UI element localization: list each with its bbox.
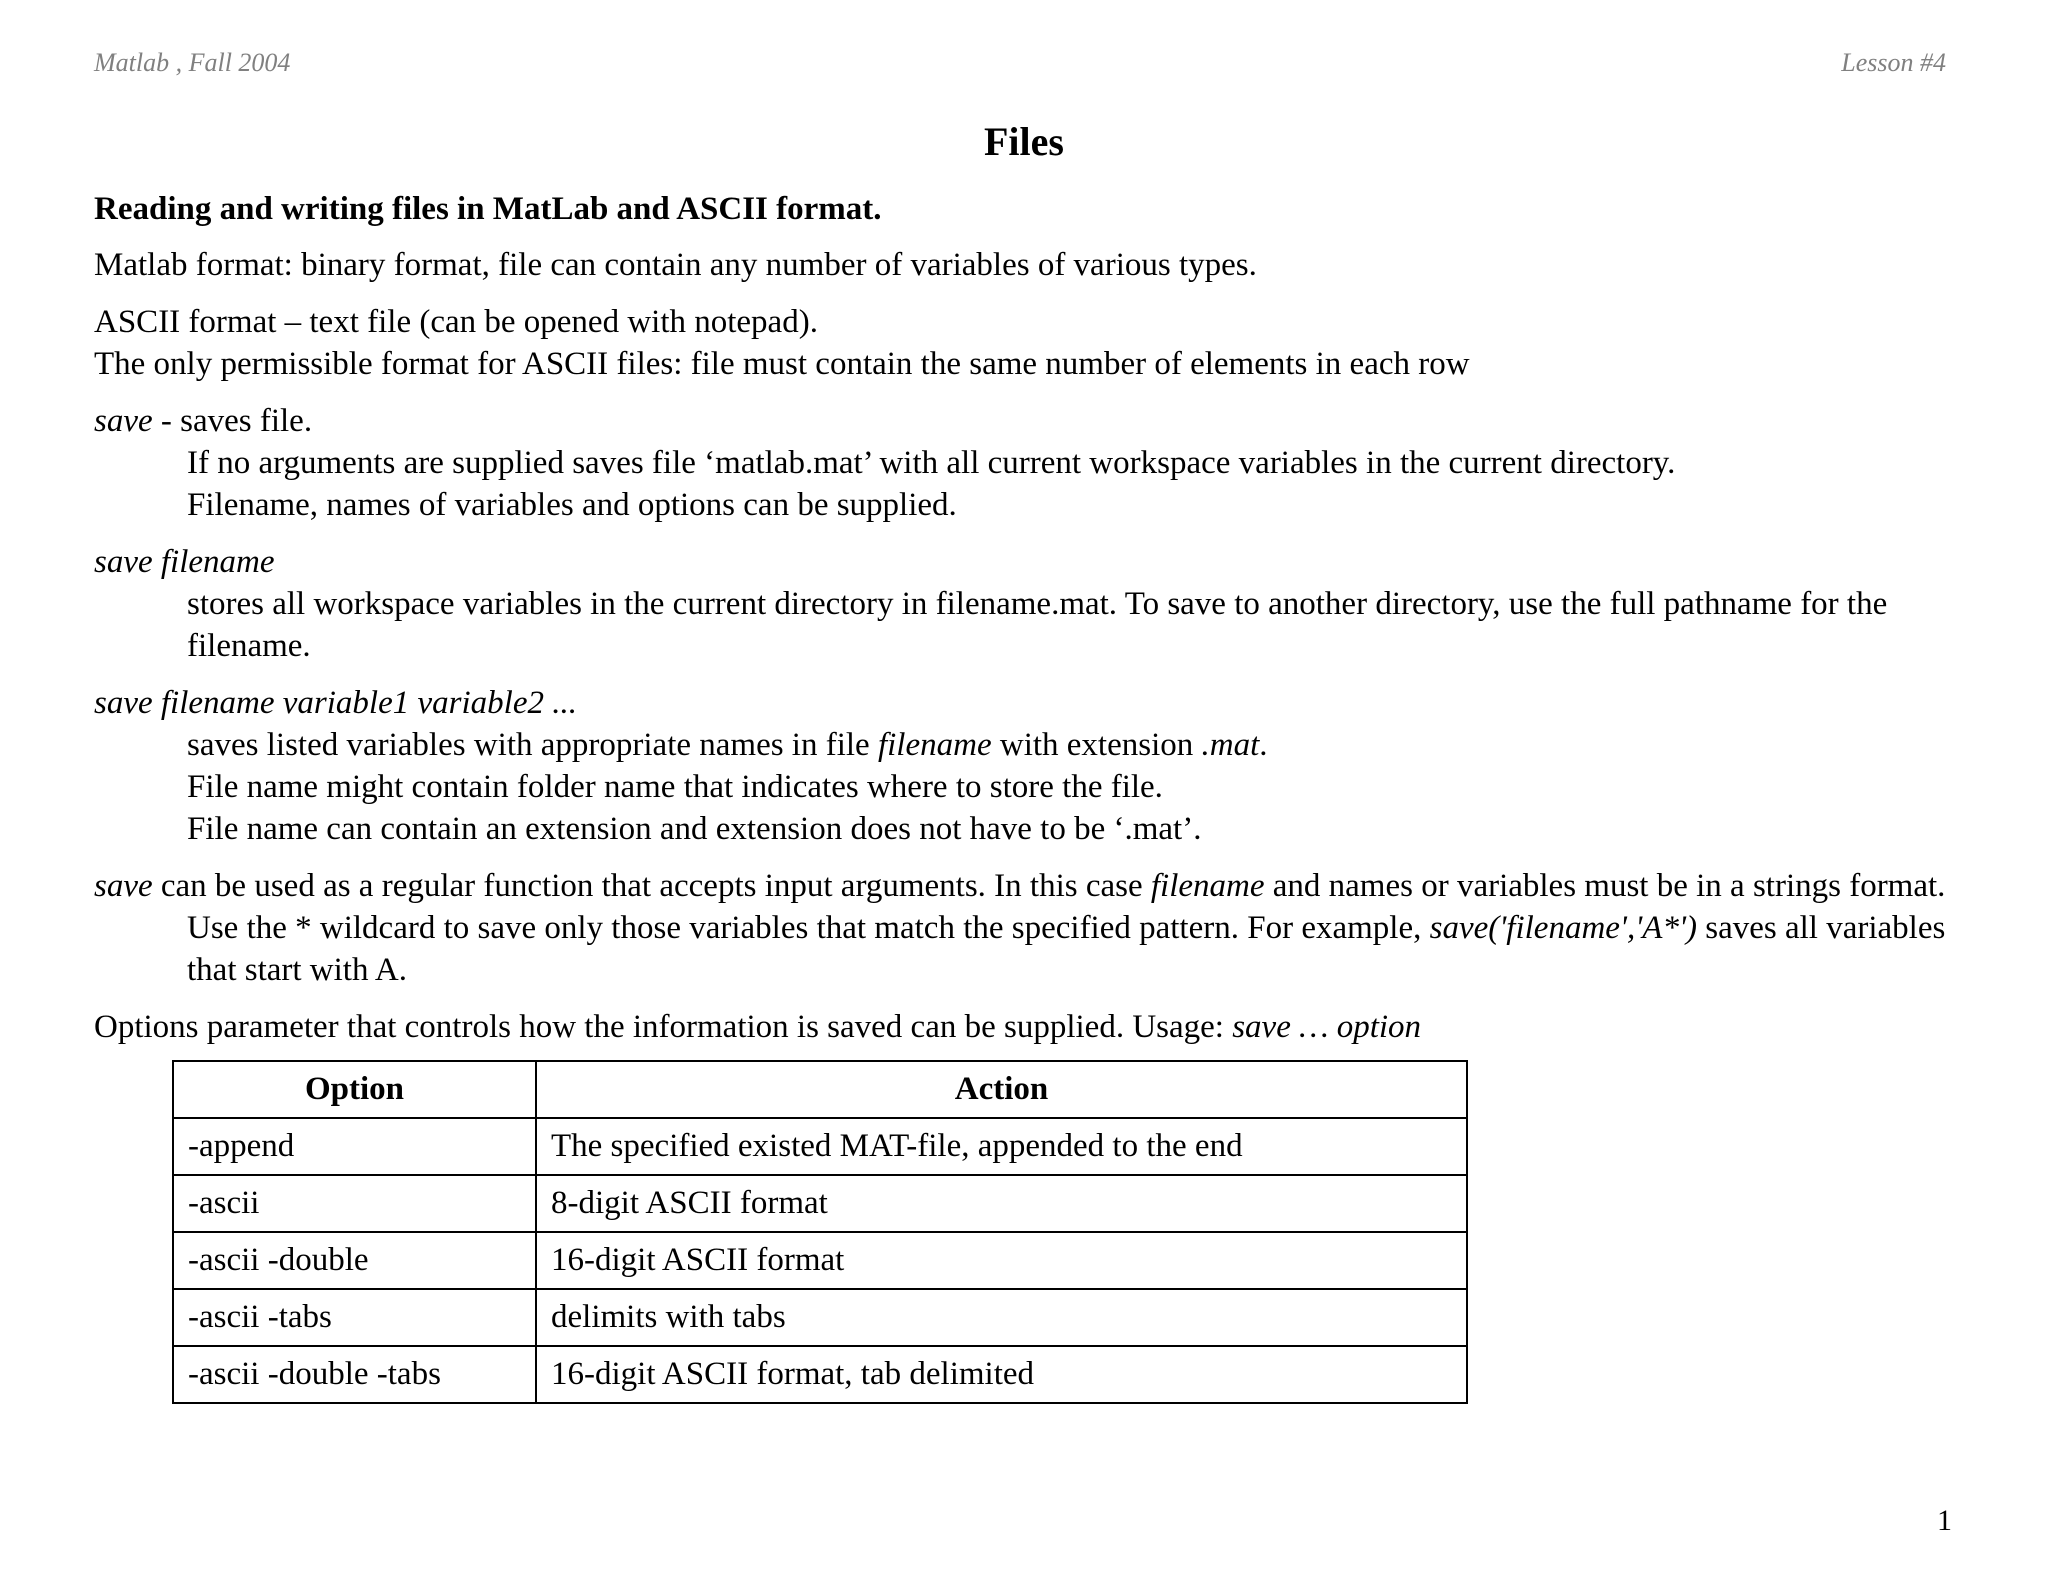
- ascii-format-line-2: The only permissible format for ASCII files: file must contain the same number of elements in each row: [94, 346, 1470, 382]
- table-row: [173, 1346, 1467, 1403]
- save-filename-paragraph: [94, 541, 1994, 667]
- option-cell: -append: [173, 1118, 536, 1175]
- filename-term: filename: [877, 727, 992, 763]
- text-run: can be used as a regular function that accepts input arguments. In this case: [152, 868, 1151, 904]
- ascii-format-paragraph: [94, 301, 1994, 385]
- filename-term: filename: [1150, 868, 1265, 904]
- column-header-action: Action: [536, 1061, 1467, 1118]
- options-table: [172, 1060, 1468, 1404]
- save-variables-syntax: save filename variable1 variable2 ...: [94, 685, 577, 721]
- action-cell: 16-digit ASCII format: [536, 1232, 1467, 1289]
- header-course: Matlab , Fall 2004: [94, 48, 291, 77]
- options-intro-paragraph: [94, 1006, 1994, 1048]
- document-body: [94, 188, 1994, 1063]
- action-cell: 16-digit ASCII format, tab delimited: [536, 1346, 1467, 1403]
- column-header-option: Option: [173, 1061, 536, 1118]
- save-detail: [94, 442, 1994, 526]
- save-variables-line-1: [187, 727, 1268, 763]
- matlab-format-paragraph: Matlab format: binary format, file can contain any number of variables of various types.: [94, 247, 1257, 283]
- text-run: with extension: [991, 727, 1202, 763]
- table-row: [173, 1175, 1467, 1232]
- save-keyword: save: [94, 868, 153, 904]
- save-variables-detail: [94, 724, 1994, 850]
- table-row: [173, 1289, 1467, 1346]
- mat-extension-term: .mat: [1201, 727, 1260, 763]
- option-cell: -ascii -tabs: [173, 1289, 536, 1346]
- text-run: saves listed variables with appropriate names in file: [187, 727, 878, 763]
- text-run: Options parameter that controls how the information is saved can be supplied. Usage:: [94, 1009, 1233, 1045]
- action-cell: The specified existed MAT-file, appended to the end: [536, 1118, 1467, 1175]
- action-cell: 8-digit ASCII format: [536, 1175, 1467, 1232]
- save-detail-line-2: Filename, names of variables and options can be supplied.: [187, 487, 957, 523]
- save-function-paragraph: [94, 865, 1994, 991]
- save-variables-line-3: File name can contain an extension and extension does not have to be ‘.mat’.: [187, 811, 1202, 847]
- text-run: .: [1259, 727, 1268, 763]
- option-cell: -ascii: [173, 1175, 536, 1232]
- page-title: Files: [984, 119, 1064, 164]
- save-detail-line-1: If no arguments are supplied saves file ‘matlab.mat’ with all current workspace variables in the current directory.: [187, 445, 1676, 481]
- save-filename-syntax: save filename: [94, 544, 275, 580]
- save-description: - saves file.: [152, 403, 313, 439]
- header-lesson: Lesson #4: [1841, 48, 1946, 77]
- option-cell: -ascii -double -tabs: [173, 1346, 536, 1403]
- section-heading: Reading and writing files in MatLab and ASCII format.: [94, 191, 882, 227]
- page-number: 1: [1937, 1504, 1952, 1537]
- save-variables-paragraph: [94, 682, 1994, 850]
- table-row: [173, 1118, 1467, 1175]
- action-cell: delimits with tabs: [536, 1289, 1467, 1346]
- save-filename-description: stores all workspace variables in the current directory in filename.mat. To save to another directory, use the full pathname for the filename.: [187, 586, 1888, 664]
- text-run: and names or variables must be in a strings format. Use the * wildcard to save only those variables that match the specified pattern. For example,: [187, 868, 1946, 946]
- text-run: saves all variables that start with A.: [187, 910, 1946, 988]
- option-cell: -ascii -double: [173, 1232, 536, 1289]
- save-paragraph: [94, 400, 1994, 526]
- table-row: [173, 1232, 1467, 1289]
- save-variables-line-2: File name might contain folder name that indicates where to store the file.: [187, 769, 1163, 805]
- save-keyword: save: [94, 403, 153, 439]
- save-function-example: save('filename','A*'): [1429, 910, 1697, 946]
- usage-syntax: save … option: [1232, 1009, 1422, 1045]
- ascii-format-line-1: ASCII format – text file (can be opened with notepad).: [94, 304, 818, 340]
- table-header-row: [173, 1061, 1467, 1118]
